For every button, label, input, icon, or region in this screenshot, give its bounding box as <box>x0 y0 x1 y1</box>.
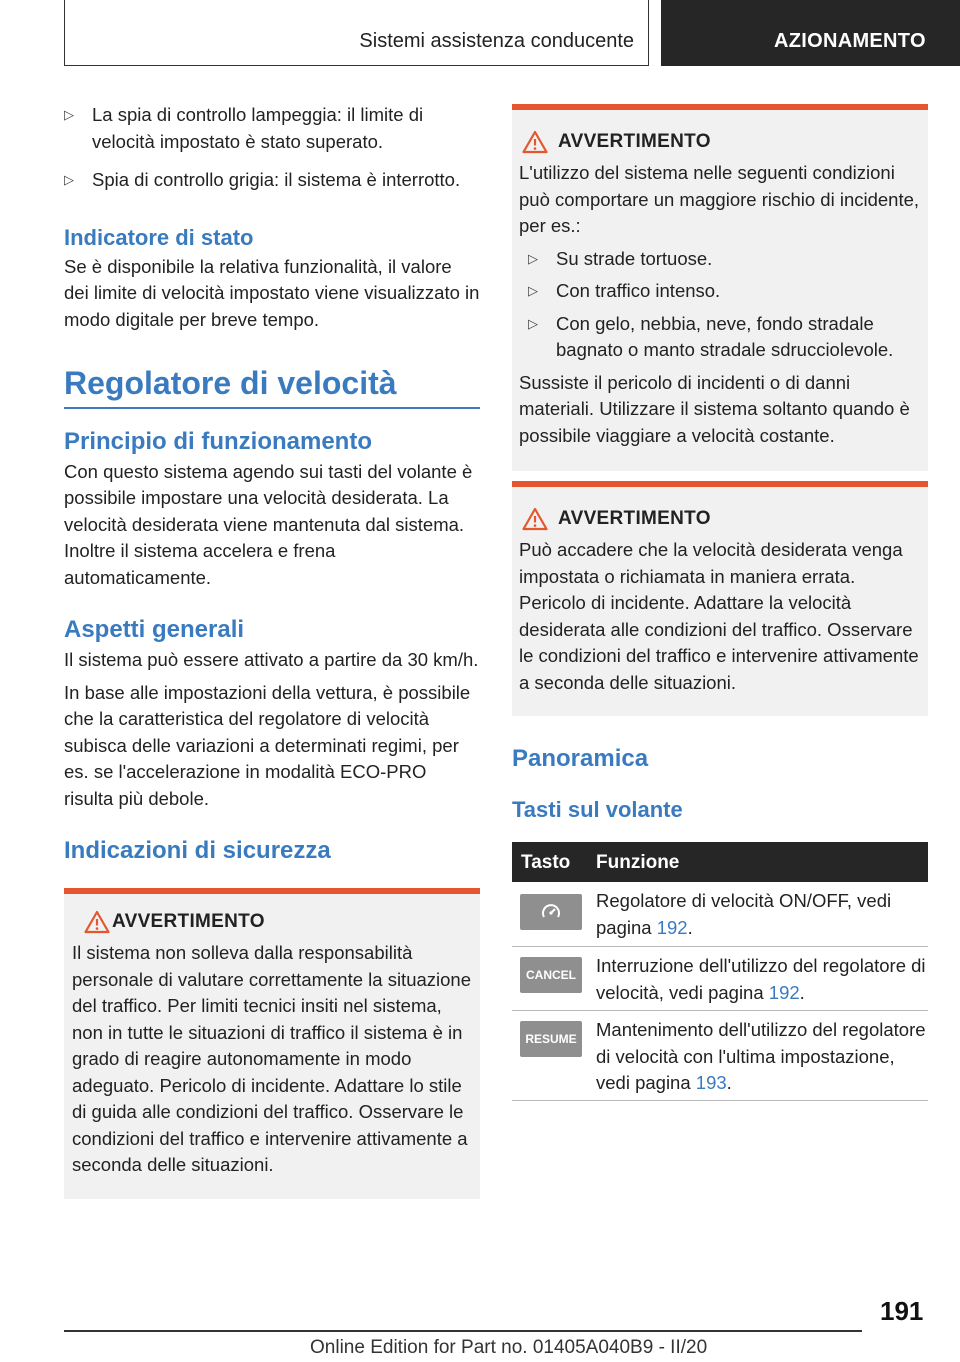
overview-heading: Panoramica <box>512 745 649 772</box>
header-section-title: Sistemi assistenza conducente <box>359 30 634 52</box>
keys-heading: Tasti sul volante <box>512 797 683 822</box>
page-link[interactable]: 193 <box>695 1072 727 1093</box>
keys-table <box>512 842 928 1101</box>
page-link[interactable]: 192 <box>656 916 688 938</box>
header-chapter-box <box>661 0 960 66</box>
list-item: ▷ Con gelo, nebbia, neve, fondo stradale bagnato o manto stradale sdrucciolevole. <box>528 312 894 360</box>
principle-heading: Principio di funzionamento <box>64 427 372 455</box>
warning-box-2 <box>512 104 928 471</box>
resume-key-image: RESUME <box>520 1021 582 1057</box>
footer-edition: Online Edition for Part no. 01405A040B9 - II/20 <box>310 1337 708 1358</box>
warning-outro: Sussiste il pericolo di incidenti o di danni materiali. Utilizzare il sistema soltanto quando è possibile viaggiare a velocità costante. <box>519 371 910 446</box>
warning-bar <box>512 481 928 487</box>
general-text-2: In base alle impostazioni della vettura, è possibile che la caratteristica del regolatore di velocità subisca delle variazioni a determinati regimi, per es. se l'accelerazione in modalità ECO-PRO risulta più debole. <box>64 681 471 809</box>
status-text: Se è disponibile la relativa funzionalità, il valore dei limite di velocità impostato viene visualizzato in modo digitale per breve tempo. <box>64 255 480 330</box>
warning-text: Può accadere che la velocità desiderata venga impostata o richiamata in maniera errata. Pericolo di incidente. Adattare la velocità desiderata alle condizioni del traffico. Osservare le condizioni del traffico e intervenire attivamente a seconda delle situazioni. <box>519 539 919 693</box>
page-number: 191 <box>880 1296 924 1326</box>
header-section-box <box>64 0 649 66</box>
warning-bar <box>64 888 480 894</box>
triangle-right-icon: ▷ <box>528 315 538 331</box>
table-row: CANCEL Interruzione dell'utilizzo del regolatore di velocità, vedi pagina 192. <box>512 947 928 1011</box>
safety-heading: Indicazioni di sicurezza <box>64 837 331 864</box>
warning-box-3 <box>512 481 928 716</box>
general-heading: Aspetti generali <box>64 616 245 643</box>
title-rule <box>64 407 480 409</box>
triangle-right-icon: ▷ <box>64 107 74 122</box>
triangle-right-icon: ▷ <box>528 283 538 298</box>
right-column <box>512 100 928 1101</box>
warning-triangle-icon <box>522 130 548 154</box>
col-key-header: Tasto <box>521 852 571 873</box>
warning-intro: L'utilizzo del sistema nelle seguenti condizioni può comportare un maggiore rischio di incidente, per es.: <box>519 162 920 236</box>
table-row: Regolatore di velocità ON/OFF, vedi pagina 192. <box>512 882 928 947</box>
table-row: RESUME Mantenimento dell'utilizzo del regolatore di velocità con l'ultima impostazione, vedi pagina 193. <box>512 1011 928 1101</box>
warning-text: Il sistema non solleva dalla responsabilità personale di valutare correttamente la situazione del traffico. Per limiti tecnici insiti nel sistema, non in tutte le situazioni di traffico il sistema è in grado di reagire autonomamente in modo adeguato. Pericolo di incidente. Adattare lo stile di guida alle condizioni del traffico. Osservare le condizioni del traffico e intervenire attivamente a seconda delle situazioni. <box>72 942 472 1175</box>
warning-triangle-icon <box>84 910 110 934</box>
warning-title: AVVERTIMENTO <box>112 911 265 932</box>
page-link[interactable]: 192 <box>768 981 800 1003</box>
col-function-header: Funzione <box>596 852 680 873</box>
cancel-key-image: CANCEL <box>520 957 582 993</box>
cruise-key-image <box>520 894 582 930</box>
warning-triangle-icon <box>522 507 548 531</box>
status-heading: Indicatore di stato <box>64 224 254 250</box>
footer-rule <box>64 1330 862 1332</box>
warning-box-1 <box>64 888 480 1199</box>
list-item: ▷ Con traffico intenso. <box>528 278 920 305</box>
warning-bar <box>512 104 928 110</box>
table-header <box>512 842 928 882</box>
triangle-right-icon: ▷ <box>528 250 538 266</box>
warning-title: AVVERTIMENTO <box>558 508 711 529</box>
list-item: ▷ Su strade tortuose. <box>528 246 920 273</box>
warning-title: AVVERTIMENTO <box>558 131 711 152</box>
list-item: ▷ Spia di controllo grigia: il sistema è interrotto. <box>64 167 480 194</box>
left-column <box>64 100 480 1199</box>
principle-text: Con questo sistema agendo sui tasti del volante è possibile impostare una velocità desiderata. La velocità desiderata viene mantenuta dal sistema. Inoltre il sistema accelera e frena automaticamente. <box>64 460 473 588</box>
general-text-1: Il sistema può essere attivato a partire da 30 km/h. <box>64 649 479 670</box>
triangle-right-icon: ▷ <box>64 172 74 187</box>
list-item: ▷ La spia di controllo lampeggia: il limite di velocità impostato è stato superato. <box>64 104 424 152</box>
header-chapter-title: AZIONAMENTO <box>774 30 926 52</box>
cruise-control-icon <box>540 902 562 922</box>
page-title: Regolatore di velocità <box>64 365 397 401</box>
